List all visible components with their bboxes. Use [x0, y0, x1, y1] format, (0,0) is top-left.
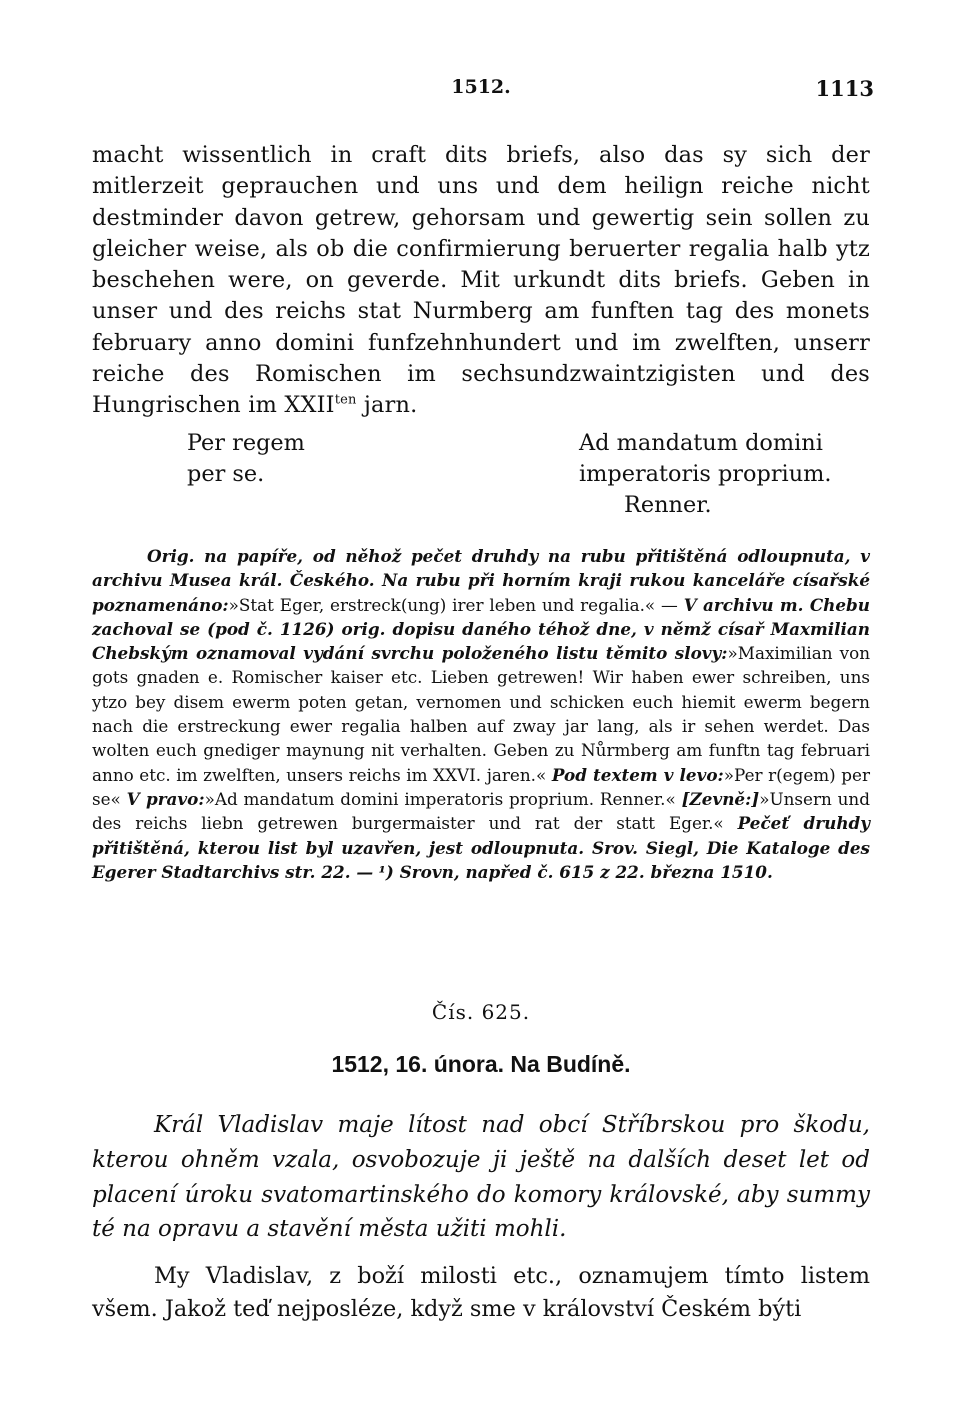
document-opening	[92, 1260, 870, 1326]
opening-text: My Vladislav, z boží milosti etc., oznamujem tímto listem všem. Jakož teď nejposléze, když sme v království Českém býti	[92, 1263, 870, 1322]
signature-right-line-1: Ad mandatum domini	[579, 430, 823, 456]
note-segment: »Per r(egem) per se«	[92, 764, 870, 809]
page-number: 1113	[815, 76, 874, 101]
footnote: ¹) Srovn, napřed č. 615 z 22. března 1510.	[378, 861, 773, 882]
document-number: Čís. 625.	[431, 1000, 531, 1024]
signature-right-line-3: Renner.	[624, 492, 712, 518]
signature-left-line-2: per se.	[187, 461, 265, 487]
note-segment: Pečeť druhdy přitištěná, kterou list byl uzavřen, jest odloupnuta. Srov. Siegl, Die Kataloge des Egerer Stadtarchivs str. 22. —	[92, 813, 871, 882]
note-segment: V archivu m. Chebu zachoval se (pod č. 1126) orig. dopisu daného téhož dne, v němž císař Maxmilian Chebským oznamoval vydání svrchu položeného listu těmito slovy:	[92, 594, 870, 664]
notes-paragraph	[92, 544, 870, 884]
note-segment: [Zevně:]	[681, 788, 760, 809]
header-year: 1512.	[451, 76, 511, 98]
signature-left-line-1: Per regem	[187, 430, 305, 456]
editorial-notes	[92, 544, 870, 884]
superscript: ten	[334, 392, 357, 408]
note-segment: »Stat Eger, erstreck(ung) irer leben und regalia.« —	[228, 594, 678, 615]
main-text-body: macht wissentlich in craft dits briefs, also das sy sich der mitlerzeit geprauchen und uns und dem heilign reiche nicht destminder davon getrew, gehorsam und gewertig sein sollen zu gleicher weise, als ob die confirmierung beruerter regalia halb ytz beschehen were, on geverde. Mit urkundt dits briefs. Geben in unser und des reichs stat Nurmberg am funften tag des monets february anno domini funfzehnhundert und im zwelften, unserr reiche des Romischen im sechsundzwaintzigisten und des Hungrischen im XXII	[92, 142, 870, 419]
regest	[92, 1108, 870, 1247]
document-heading: 1512, 16. února. Na Budíně.	[331, 1051, 631, 1077]
signature-right-line-2: imperatoris proprium.	[579, 461, 832, 487]
note-segment: »Maximilian von gots gnaden e. Romischer kaiser etc. Lieben getrewen! Wir haben ewer schreiben, uns ytzo bey disem ewerm poten getan, vernomen und schicken euch hiemit ewerm begern nach die erstreckung ewer regalia halben auf zway jar lang, als ir sehen werdet. Das wolten euch gnediger maynung nit verhalten. Geben zu Nůrmberg am funftn tag februari anno etc. im zwelften, unsers reichs im XXVI. jaren.«	[92, 643, 870, 785]
note-segment: Pod textem v levo:	[551, 764, 724, 785]
main-text	[92, 140, 870, 422]
note-segment: »Ad mandatum domini imperatoris proprium. Renner.«	[204, 788, 676, 809]
note-segment: V pravo:	[126, 788, 205, 809]
main-text-end: jarn.	[356, 392, 418, 419]
page-header	[92, 76, 874, 106]
note-segment: »Unsern und des reichs liebn getrewen burgermaister und rat der statt Eger.«	[92, 788, 870, 834]
note-segment: Orig. na papíře, od něhož pečet druhdy na rubu přitištěná odloupnuta, v archivu Musea král. Českého. Na rubu při horním kraji rukou kanceláře císařské poznamenáno:	[92, 546, 870, 615]
regest-text: Král Vladislav maje lítost nad obcí Stříbrskou pro škodu, kterou ohněm vzala, osvobozuje ji ještě na dalších deset let od placení úroku svatomartinského do komory královské, aby summy té na opravu a stavění města užiti mohli.	[92, 1112, 870, 1243]
